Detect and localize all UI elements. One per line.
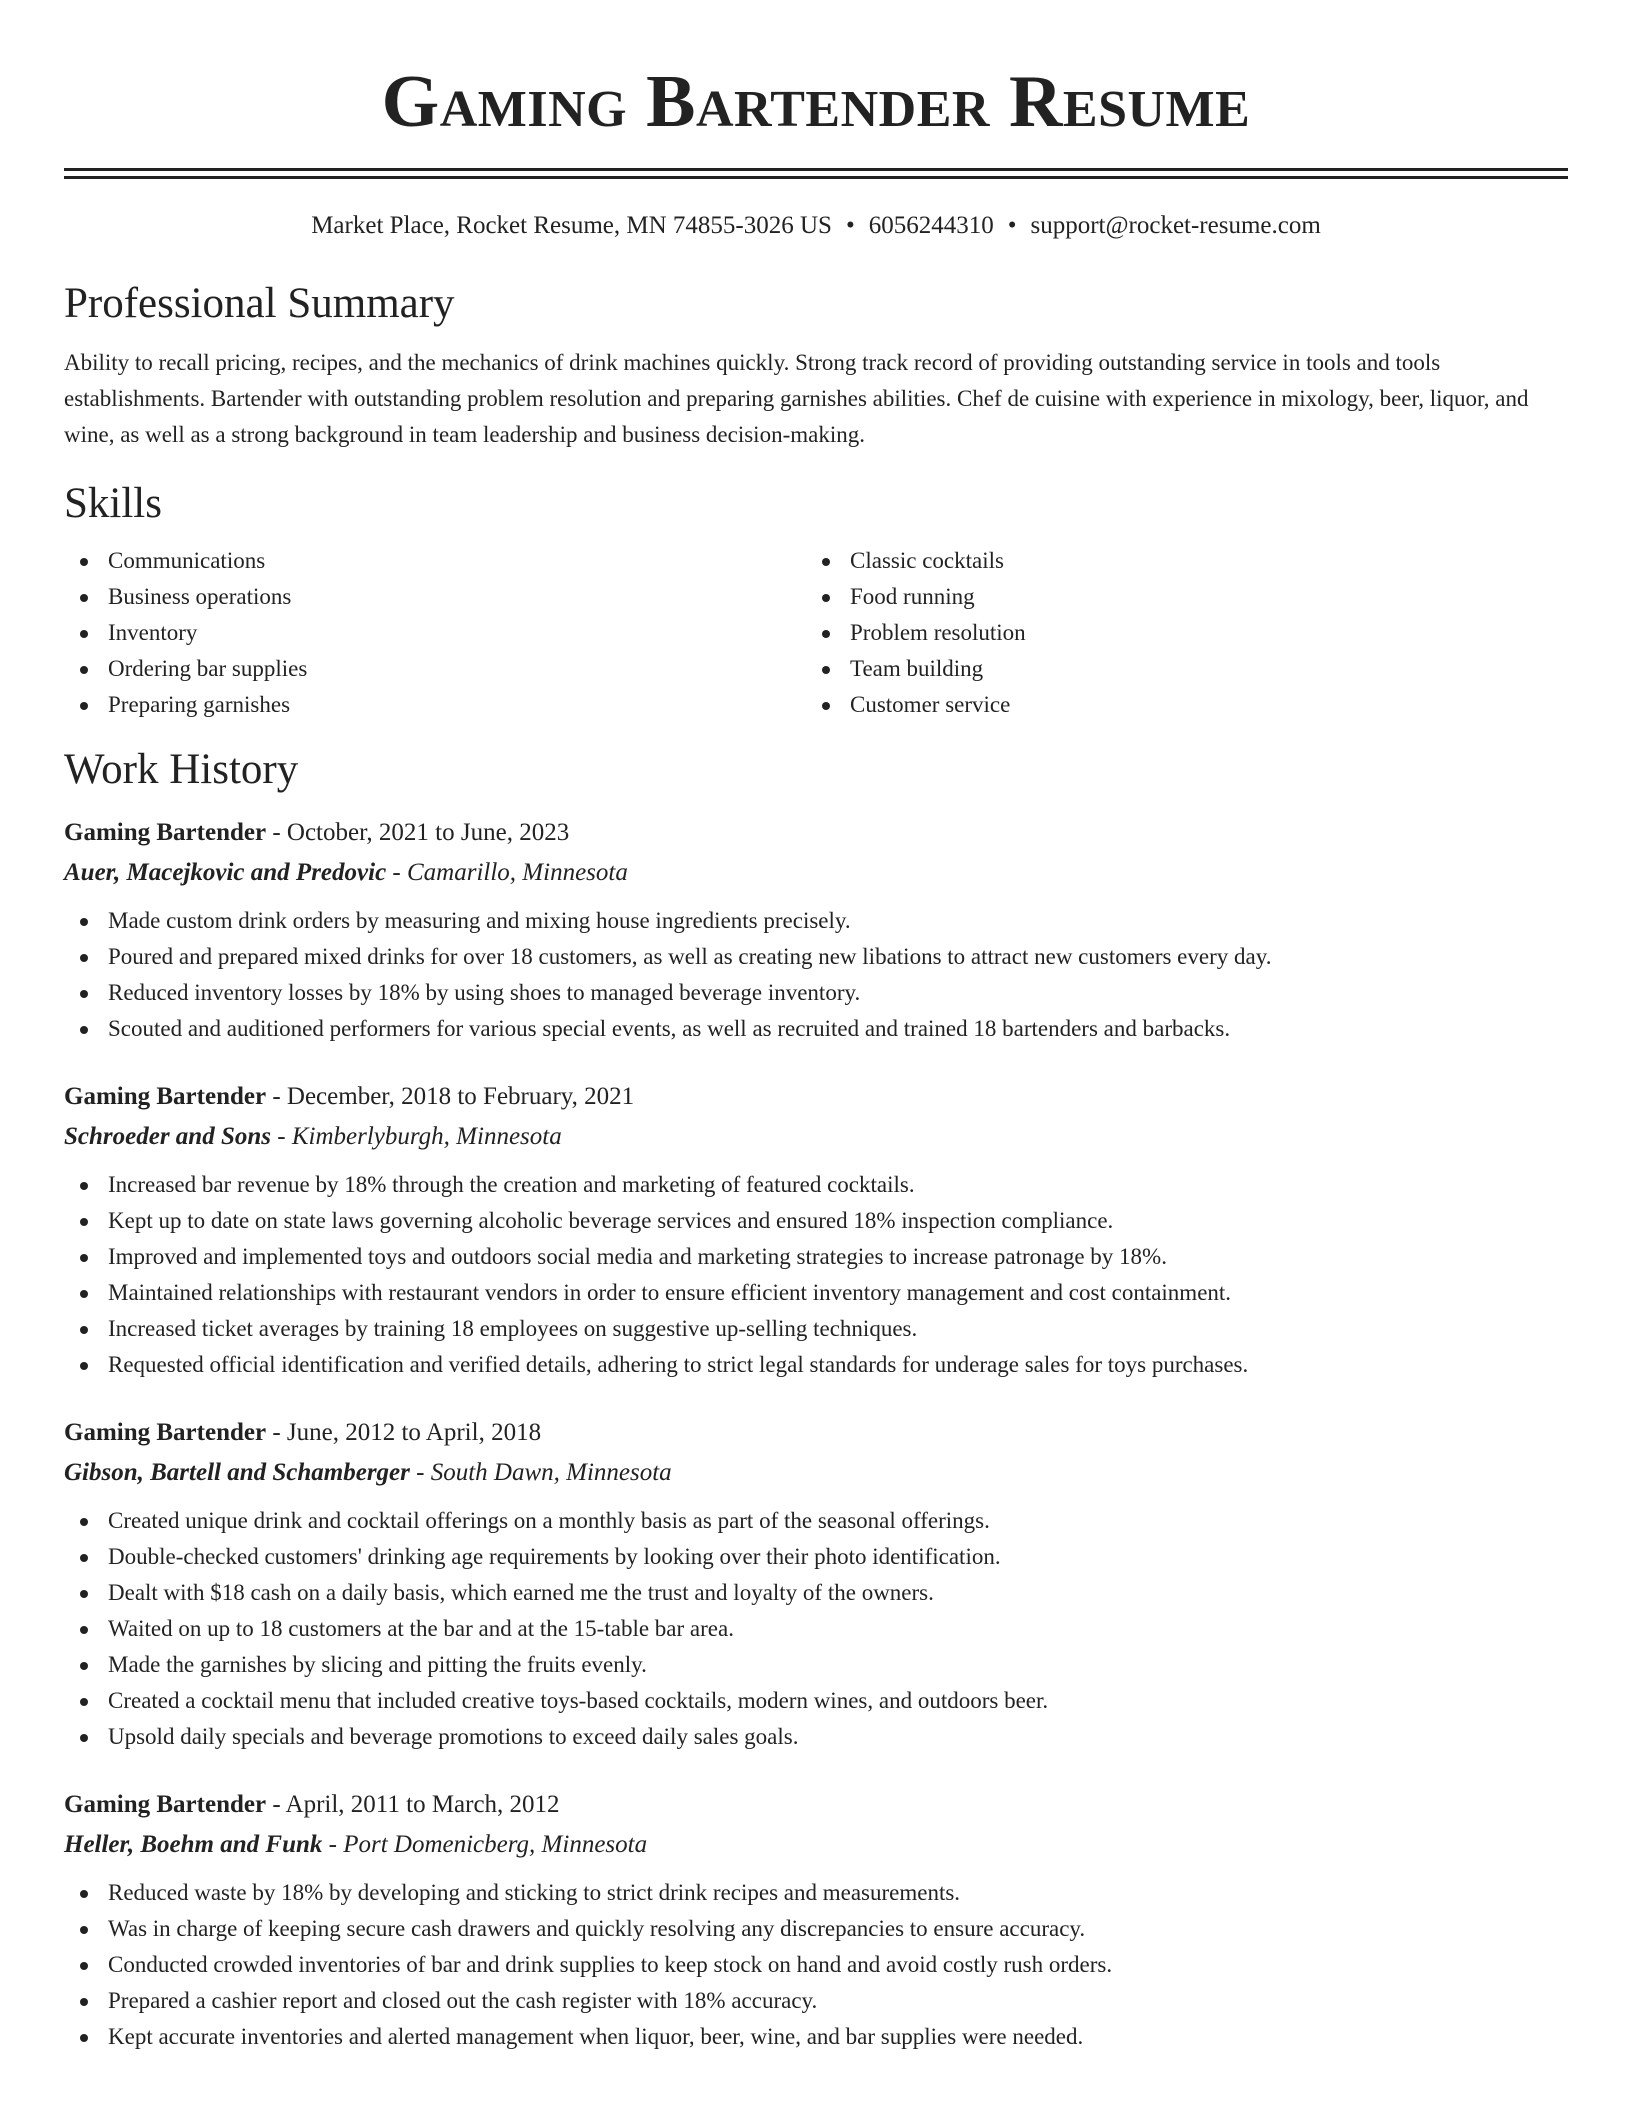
job-entry [64,1785,1568,2055]
resume-title: Gaming Bartender Resume [381,61,1251,143]
job-bullet: Improved and implemented toys and outdoors social media and marketing strategies to increase patronage by 18%. [64,1239,1568,1275]
job-location: - South Dawn, Minnesota [409,1459,672,1486]
job-bullet: Created a cocktail menu that included creative toys-based cocktails, modern wines, and outdoors beer. [64,1683,1568,1719]
job-title-line [64,1077,1568,1117]
contact-phone: 6056244310 [868,212,994,239]
job-bullet: Increased ticket averages by training 18 employees on suggestive up-selling techniques. [64,1311,1568,1347]
job-bullet: Scouted and auditioned performers for various special events, as well as recruited and trained 18 bartenders and barbacks. [64,1011,1568,1047]
skill-item: Preparing garnishes [64,687,806,723]
job-bullet: Maintained relationships with restaurant vendors in order to ensure efficient inventory management and cost containment. [64,1275,1568,1311]
job-bullets [64,903,1568,1047]
job-bullet: Poured and prepared mixed drinks for over 18 customers, as well as creating new libations to attract new customers every day. [64,939,1568,975]
skill-item: Customer service [806,687,1548,723]
job-bullet: Made custom drink orders by measuring and mixing house ingredients precisely. [64,903,1568,939]
skill-item: Classic cocktails [806,543,1548,579]
job-company: Schroeder and Sons [64,1123,271,1150]
job-bullet: Conducted crowded inventories of bar and drink supplies to keep stock on hand and avoid costly rush orders. [64,1947,1568,1983]
job-dates: - April, 2011 to March, 2012 [266,1791,560,1818]
work-history-section [64,745,1568,2055]
title-double-rule [64,168,1568,179]
job-bullet: Double-checked customers' drinking age requirements by looking over their photo identification. [64,1539,1568,1575]
job-bullet: Created unique drink and cocktail offerings on a monthly basis as part of the seasonal offerings. [64,1503,1568,1539]
job-company-line [64,1453,1568,1493]
job-entry [64,1413,1568,1755]
job-company-line [64,1825,1568,1865]
job-bullet: Requested official identification and verified details, adhering to strict legal standards for underage sales for toys purchases. [64,1347,1568,1383]
job-entry [64,1077,1568,1383]
job-role: Gaming Bartender [64,1419,267,1446]
job-bullet: Waited on up to 18 customers at the bar and at the 15-table bar area. [64,1611,1568,1647]
skill-item: Business operations [64,579,806,615]
professional-summary-section [64,279,1568,453]
resume-page [64,0,1568,2055]
skill-item: Communications [64,543,806,579]
job-bullet: Reduced waste by 18% by developing and sticking to strict drink recipes and measurements. [64,1875,1568,1911]
job-location: - Port Domenicberg, Minnesota [322,1831,648,1858]
job-location: - Camarillo, Minnesota [386,859,628,886]
contact-line [64,209,1568,243]
job-location: - Kimberlyburgh, Minnesota [271,1123,562,1150]
job-title-line [64,1785,1568,1825]
job-company: Auer, Macejkovic and Predovic [64,859,387,886]
skills-list-left [64,543,806,723]
job-bullet: Kept up to date on state laws governing alcoholic beverage services and ensured 18% inspection compliance. [64,1203,1568,1239]
contact-separator: • [845,212,855,239]
section-heading-skills: Skills [64,480,162,527]
skill-item: Inventory [64,615,806,651]
skill-item: Problem resolution [806,615,1548,651]
skills-list-right [806,543,1548,723]
job-entry [64,813,1568,1047]
job-bullet: Was in charge of keeping secure cash drawers and quickly resolving any discrepancies to ensure accuracy. [64,1911,1568,1947]
skill-item: Team building [806,651,1548,687]
job-company-line [64,853,1568,893]
job-bullets [64,1875,1568,2055]
job-title-line [64,1413,1568,1453]
job-dates: - December, 2018 to February, 2021 [266,1083,635,1110]
job-bullets [64,1167,1568,1383]
job-bullet: Prepared a cashier report and closed out the cash register with 18% accuracy. [64,1983,1568,2019]
job-bullet: Made the garnishes by slicing and pitting the fruits evenly. [64,1647,1568,1683]
job-list [64,813,1568,2055]
job-bullet: Dealt with $18 cash on a daily basis, which earned me the trust and loyalty of the owners. [64,1575,1568,1611]
section-heading-work-history: Work History [64,746,299,793]
skill-item: Food running [806,579,1548,615]
contact-email: support@rocket-resume.com [1030,212,1321,239]
skills-section [64,479,1568,723]
job-company: Gibson, Bartell and Schamberger [64,1459,410,1486]
job-bullet: Reduced inventory losses by 18% by using shoes to managed beverage inventory. [64,975,1568,1011]
job-company-line [64,1117,1568,1157]
job-title-line [64,813,1568,853]
job-role: Gaming Bartender [64,1791,267,1818]
job-bullets [64,1503,1568,1755]
contact-separator: • [1007,212,1017,239]
job-bullet: Kept accurate inventories and alerted management when liquor, beer, wine, and bar supplies were needed. [64,2019,1568,2055]
job-bullet: Increased bar revenue by 18% through the creation and marketing of featured cocktails. [64,1167,1568,1203]
job-company: Heller, Boehm and Funk [64,1831,323,1858]
section-heading-summary: Professional Summary [64,280,455,327]
job-role: Gaming Bartender [64,1083,267,1110]
job-dates: - June, 2012 to April, 2018 [266,1419,542,1446]
skill-item: Ordering bar supplies [64,651,806,687]
job-dates: - October, 2021 to June, 2023 [266,819,570,846]
summary-text: Ability to recall pricing, recipes, and the mechanics of drink machines quickly. Strong track record of providing outstanding service in tools and tools establishments. Bartender with outstanding problem resolution and preparing garnishes abilities. Chef de cuisine with experience in mixology, beer, liquor, and wine, as well as a strong background in team leadership and business decision-making. [64,350,1529,447]
job-role: Gaming Bartender [64,819,267,846]
contact-address: Market Place, Rocket Resume, MN 74855-3026 US [311,212,832,239]
job-bullet: Upsold daily specials and beverage promotions to exceed daily sales goals. [64,1719,1568,1755]
skills-columns [64,543,1568,723]
